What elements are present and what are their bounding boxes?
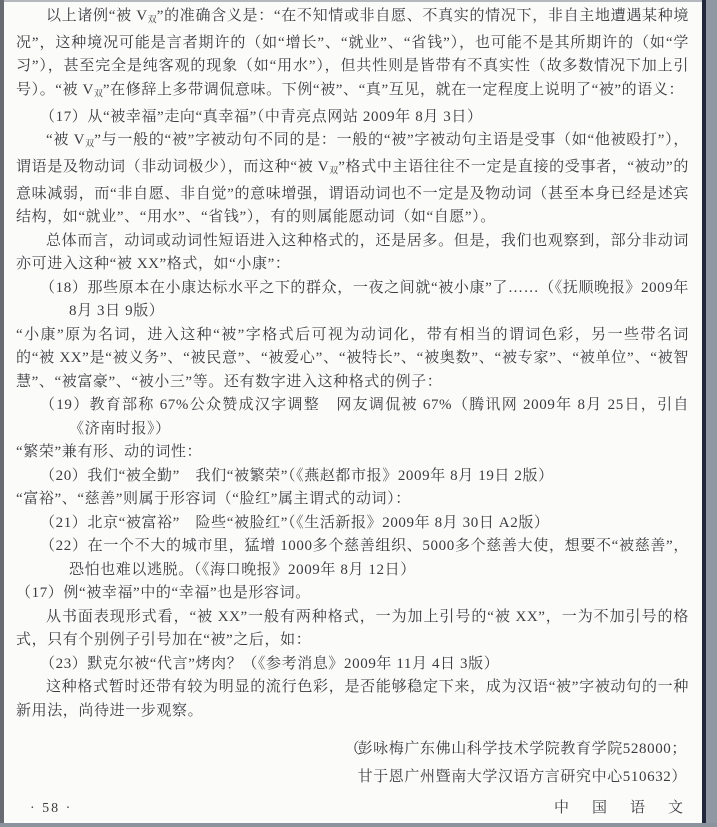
page-footer (30, 796, 687, 817)
author-affiliation: 暨南大学汉语方言研究中心 (435, 769, 623, 785)
author-affiliation: 佛山科学技术学院教育学院 (435, 741, 623, 757)
journal-name: 中 国 语 文 (553, 800, 687, 816)
author-open-paren: （ (344, 741, 361, 757)
paragraph-summary-bei-v: 以上诸例“被 V双”的准确含义是：“在不知情或非自愿、不真实的情况下，非自主地遭遇某种境况”，这种境况可能是言者期许的（如“增长”、“就业”、“省钱”），也可能不是其所期许的（如“学习”），甚至完全是纯客观的现象（如“用水”），但共性则是皆带有不真实性（故多数情况下加上引号）。“被 V双”在修辞上多带调侃意味。下例“被”、“真”互见，就在一定程度上说明了“被”的语义： (16, 8, 689, 98)
author-name: 甘于恩 (357, 769, 405, 785)
author-info (16, 735, 689, 791)
paragraph-xingfu-adjective: （17）例“被幸福”中的“幸福”也是形容词。 (16, 585, 311, 601)
example-18: （18）那些原本在小康达标水平之下的群众，一夜之间就“被小康”了……（《抚顺晚报》2009年 8月 3日 9版） (40, 279, 689, 319)
example-20: （20）我们“被全勤” 我们“被繁荣”（《燕赵都市报》2009年 8月 19日 2版） (40, 467, 554, 484)
scan-edge-bottom (0, 823, 717, 827)
paragraph-xiaokang-noun: “小康”原为名词，进入这种“被”字格式后可视为动词化，带有相当的谓词色彩，另一些带名词的“被 XX”是“被义务”、“被民意”、“被爱心”、“被特长”、“被奥数”、“被专家”、“被单位”、“被智慧”、“被富豪”、“被小三”等。还有数字进入这种格式的例子： (16, 326, 689, 390)
paragraph-non-verbs: 总体而言，动词或动词性短语进入这种格式的，还是居多。但是，我们也观察到，部分非动词亦可进入这种“被 XX”格式，如“小康”： (16, 232, 689, 272)
page-number: · 58 · (30, 801, 73, 816)
author-postcode: 510632） (622, 769, 687, 785)
author-name: 彭咏梅 (357, 741, 405, 757)
author-row (358, 735, 687, 763)
author-table (344, 735, 687, 791)
example-21: （21）北京“被富裕” 险些“被脸红”（《生活新报》2009年 8月 30日 A2版） (40, 514, 550, 531)
paragraph-conclusion: 这种格式暂时还带有较为明显的流行色彩，是否能够稳定下来，成为汉语“被”字被动句的一种新用法，尚待进一步观察。 (16, 679, 689, 719)
paragraph-fanrong: “繁荣”兼有形、动的词性： (16, 444, 203, 460)
scan-edge-right-gutter (706, 0, 717, 827)
example-22: （22）在一个不大的城市里，猛增 1000多个慈善组织、5000多个慈善大使，想要不“被慈善”，恐怕也难以逃脱。（《海口晚报》2009年 8月 12日） (40, 538, 689, 578)
author-region: 广东 (404, 741, 436, 757)
example-19: （19）教育部称 67%公众赞成汉字调整 网友调侃被 67%（腾讯网 2009年 8月 25日，引自《济南时报》） (40, 397, 689, 437)
author-row (358, 763, 687, 791)
author-postcode: 528000； (622, 741, 687, 757)
scan-edge-left (0, 0, 4, 827)
example-23: （23）默克尔被“代言”烤肉？（《参考消息》2009年 11月 4日 3版） (40, 655, 500, 672)
paragraph-comparison-passive: “被 V双”与一般的“被”字被动句不同的是：一般的“被”字被动句主语是受事（如“他被殴打”），谓语是及物动词（非动词极少），而这种“被 V双”格式中主语往往不一定是直接的受事者，“被动”的意味减弱，而“非自愿、非自觉”的意味增强，谓语动词也不一定是及物动词（甚至本身已经是述宾结构，如“就业”、“用水”、“省钱”），有的则属能愿动词（如“自愿”）。 (16, 132, 689, 225)
page-content (16, 5, 689, 791)
paragraph-written-forms: 从书面表现形式看，“被 XX”一般有两种格式，一为加上引号的“被 XX”，一为不加引号的格式，只有个别例子引号加在“被”之后，如： (16, 608, 689, 648)
paragraph-adjectives: “富裕”、“慈善”则属于形容词（“脸红”属主谓式的动词）： (16, 491, 411, 507)
scan-edge-top (0, 0, 717, 2)
example-17: （17）从“被幸福”走向“真幸福”（中青亮点网站 2009年 8月 3日） (40, 108, 483, 125)
author-region: 广州 (404, 769, 436, 785)
